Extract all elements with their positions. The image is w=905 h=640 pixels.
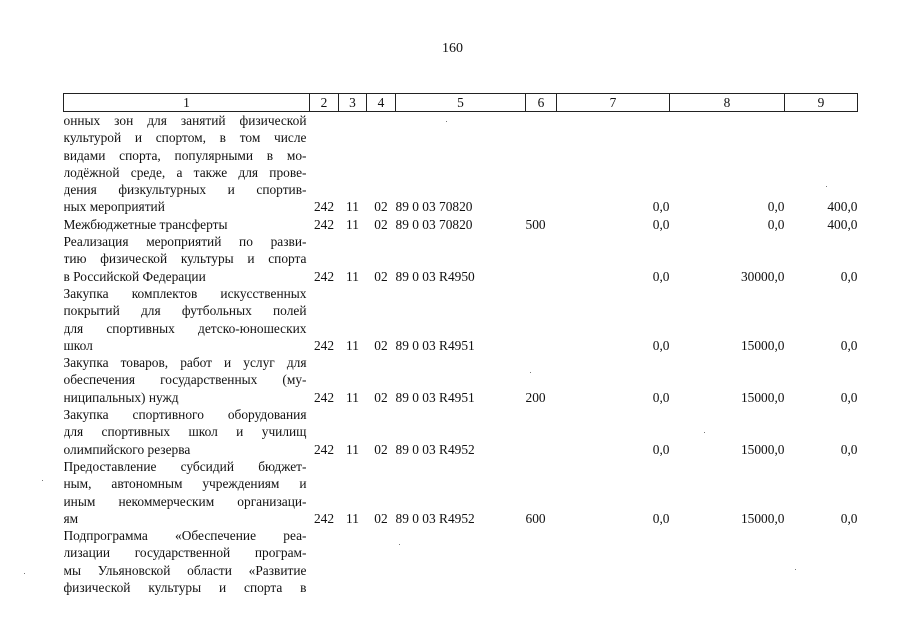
description-line: Реализация мероприятий по разви- — [63, 234, 307, 250]
section-code: 11 — [346, 199, 359, 215]
admin-code: 242 — [313, 510, 335, 526]
column-header-3: 3 — [339, 94, 367, 112]
description-line: ям — [63, 510, 79, 526]
amount-col-7: 0,0 — [652, 441, 670, 457]
expense-type-code: 200 — [525, 389, 546, 405]
scan-speck — [704, 432, 705, 433]
target-article-code: 89 0 03 R4951 — [395, 337, 475, 353]
table-row — [64, 527, 858, 596]
expense-type-code — [526, 285, 557, 354]
subsection-code: 02 — [374, 510, 388, 526]
amount-col-9: 0,0 — [840, 337, 858, 353]
description-line: Закупка товаров, работ и услуг для — [63, 355, 307, 371]
table-row — [64, 354, 858, 406]
column-header-5: 5 — [396, 94, 526, 112]
section-code: 11 — [346, 389, 359, 405]
row-description — [64, 406, 310, 458]
description-line: в Российской Федерации — [63, 268, 206, 284]
description-line: Закупка комплектов искусственных — [63, 285, 307, 301]
description-line: для спортивных школ и училищ — [63, 424, 307, 440]
section-code: 11 — [346, 337, 359, 353]
column-header-7: 7 — [557, 94, 670, 112]
description-line: лизации государственной програм- — [63, 545, 307, 561]
expense-type-code — [526, 112, 557, 216]
amount-col-7: 0,0 — [652, 510, 670, 526]
target-article-code: 89 0 03 R4950 — [395, 268, 475, 284]
expense-type-code: 600 — [525, 510, 546, 526]
amount-col-8: 15000,0 — [740, 337, 785, 353]
column-header-8: 8 — [670, 94, 785, 112]
description-line: иным некоммерческим организаци- — [63, 493, 307, 509]
admin-code: 242 — [313, 268, 335, 284]
table-row — [64, 458, 858, 527]
row-description — [64, 233, 310, 285]
admin-code: 242 — [313, 337, 335, 353]
description-line: онных зон для занятий физической — [63, 113, 307, 128]
amount-col-9: 0,0 — [840, 510, 858, 526]
admin-code: 242 — [313, 389, 335, 405]
expense-type-code — [526, 527, 557, 596]
table-row — [64, 216, 858, 233]
target-article-code — [396, 527, 526, 596]
scan-speck — [530, 372, 531, 373]
scan-speck — [42, 480, 43, 481]
column-header-9: 9 — [785, 94, 858, 112]
admin-code — [310, 527, 339, 596]
description-line: ным, автономным учреждениям и — [63, 476, 307, 492]
row-description — [64, 216, 310, 233]
amount-col-7 — [557, 527, 670, 596]
subsection-code: 02 — [374, 441, 388, 457]
description-line: ниципальных) нужд — [63, 389, 179, 405]
description-line: Межбюджетные трансферты — [63, 216, 228, 232]
amount-col-9: 0,0 — [840, 441, 858, 457]
amount-col-9: 0,0 — [840, 389, 858, 405]
description-line: культурой и спортом, в том числе — [63, 130, 307, 146]
description-line: Закупка спортивного оборудования — [63, 407, 307, 423]
amount-col-8: 15000,0 — [740, 389, 785, 405]
description-line: школ — [63, 337, 93, 353]
subsection-code: 02 — [374, 337, 388, 353]
admin-code: 242 — [313, 441, 335, 457]
amount-col-7: 0,0 — [652, 337, 670, 353]
amount-col-9: 400,0 — [827, 199, 858, 215]
row-description — [64, 354, 310, 406]
amount-col-7: 0,0 — [652, 199, 670, 215]
table-row — [64, 406, 858, 458]
target-article-code: 89 0 03 R4952 — [395, 441, 475, 457]
target-article-code: 89 0 03 70820 — [395, 199, 473, 215]
scan-speck — [399, 544, 400, 545]
description-line: дения физкультурных и спортив- — [63, 182, 307, 198]
scan-speck — [826, 186, 827, 187]
page-number: 160 — [442, 41, 463, 56]
section-code: 11 — [346, 510, 359, 526]
row-description — [64, 527, 310, 596]
row-description — [64, 112, 310, 216]
target-article-code: 89 0 03 70820 — [395, 216, 473, 232]
subsection-code: 02 — [374, 268, 388, 284]
description-line: Подпрограмма «Обеспечение реа- — [63, 528, 307, 544]
table-row — [64, 112, 858, 216]
column-header-4: 4 — [367, 94, 396, 112]
column-header-1: 1 — [64, 94, 310, 112]
scan-speck — [24, 573, 25, 574]
section-code: 11 — [346, 216, 359, 232]
description-line: покрытий для футбольных полей — [63, 303, 307, 319]
scan-speck — [446, 121, 447, 122]
target-article-code: 89 0 03 R4951 — [395, 389, 475, 405]
row-description — [64, 285, 310, 354]
section-code — [339, 527, 367, 596]
description-line: лодёжной среде, а также для прове- — [63, 164, 307, 180]
amount-col-8: 0,0 — [767, 199, 785, 215]
description-line: видами спорта, популярными в мо- — [63, 147, 307, 163]
table-row — [64, 285, 858, 354]
description-line: олимпийского резерва — [63, 441, 191, 457]
subsection-code — [367, 527, 396, 596]
amount-col-8: 15000,0 — [740, 510, 785, 526]
amount-col-7: 0,0 — [652, 216, 670, 232]
expense-type-code — [526, 233, 557, 285]
section-code: 11 — [346, 441, 359, 457]
description-line: ных мероприятий — [63, 199, 165, 215]
section-code: 11 — [346, 268, 359, 284]
amount-col-8 — [670, 527, 785, 596]
column-header-2: 2 — [310, 94, 339, 112]
description-line: Предоставление субсидий бюджет- — [63, 458, 307, 474]
amount-col-9: 400,0 — [827, 216, 858, 232]
amount-col-9 — [785, 527, 858, 596]
column-header-6: 6 — [526, 94, 557, 112]
table-body — [64, 112, 858, 597]
amount-col-7: 0,0 — [652, 389, 670, 405]
admin-code: 242 — [313, 199, 335, 215]
amount-col-7: 0,0 — [652, 268, 670, 284]
subsection-code: 02 — [374, 199, 388, 215]
description-line: физической культуры и спорта в — [63, 580, 307, 596]
description-line: обеспечения государственных (му- — [63, 372, 307, 388]
subsection-code: 02 — [374, 389, 388, 405]
scan-speck — [795, 569, 796, 570]
expense-type-code: 500 — [525, 216, 546, 232]
target-article-code: 89 0 03 R4952 — [395, 510, 475, 526]
description-line: тию физической культуры и спорта — [63, 251, 307, 267]
description-line: для спортивных детско-юношеских — [63, 320, 307, 336]
subsection-code: 02 — [374, 216, 388, 232]
amount-col-8: 30000,0 — [740, 268, 785, 284]
row-description — [64, 458, 310, 527]
description-line: мы Ульяновской области «Развитие — [63, 562, 307, 578]
amount-col-8: 0,0 — [767, 216, 785, 232]
admin-code: 242 — [313, 216, 335, 232]
amount-col-9: 0,0 — [840, 268, 858, 284]
amount-col-8: 15000,0 — [740, 441, 785, 457]
table-row — [64, 233, 858, 285]
budget-table — [63, 93, 858, 596]
table-header-row — [64, 94, 858, 112]
expense-type-code — [526, 406, 557, 458]
